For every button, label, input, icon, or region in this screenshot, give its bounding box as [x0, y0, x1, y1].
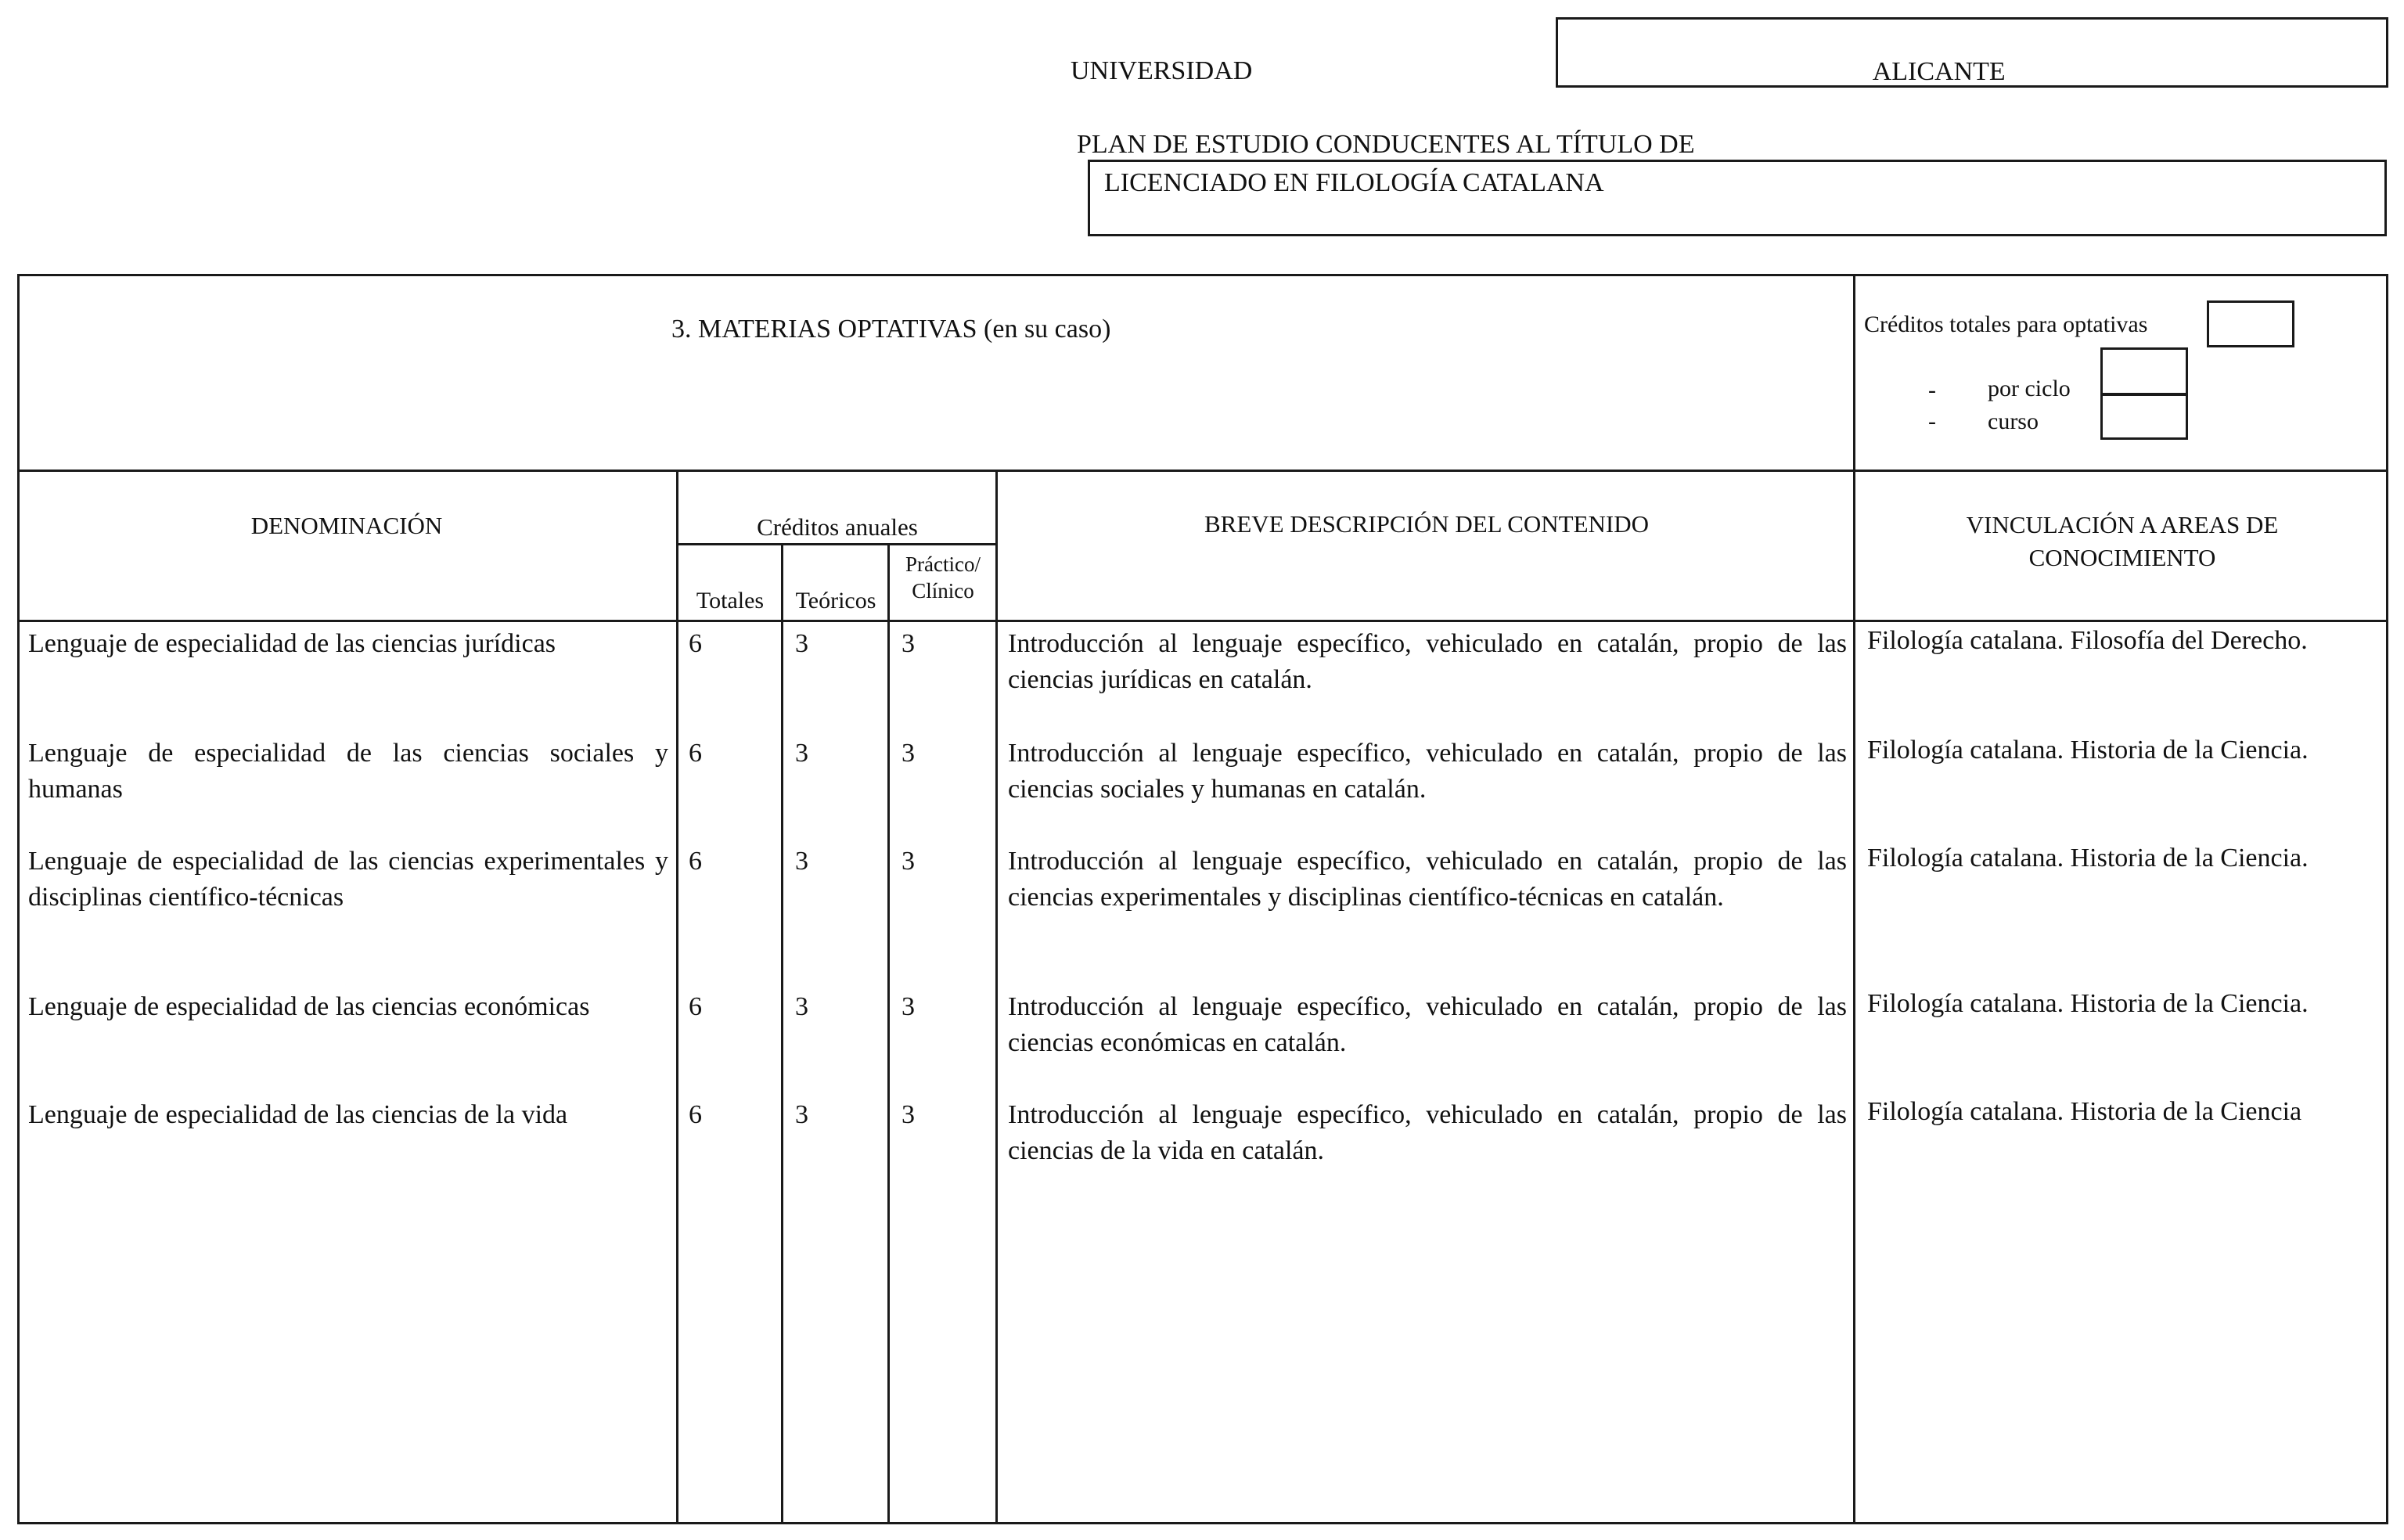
- column-header-divider: [17, 620, 2388, 622]
- row-2-denominacion: Lenguaje de especialidad de las ciencias sociales y humanas: [28, 739, 668, 804]
- section-header-divider: [17, 470, 2388, 472]
- column-header-descripcion: BREVE DESCRIPCIÓN DEL CONTENIDO: [1204, 510, 1650, 538]
- row-4-teoricos: 3: [795, 992, 808, 1021]
- curso-label: curso: [1988, 408, 2039, 434]
- row-5-practico: 3: [902, 1100, 915, 1129]
- universidad-value: ALICANTE: [1872, 57, 2006, 86]
- practico-line-2: Clínico: [912, 579, 974, 603]
- curso-dash: -: [1928, 408, 1936, 434]
- row-3-descripcion: Introducción al lenguaje específico, vehiculado en catalán, propio de las ciencias experimentales y disciplinas científico-técnicas en catalán.: [1008, 847, 1847, 912]
- row-4-descripcion: Introducción al lenguaje específico, vehiculado en catalán, propio de las ciencias económicas en catalán.: [1008, 992, 1847, 1057]
- row-5-teoricos: 3: [795, 1100, 808, 1129]
- row-5-descripcion: Introducción al lenguaje específico, vehiculado en catalán, propio de las ciencias de la vida en catalán.: [1008, 1100, 1847, 1165]
- row-5-denominacion: Lenguaje de especialidad de las ciencias de la vida: [28, 1100, 568, 1129]
- universidad-box: [1556, 17, 2388, 88]
- row-3-teoricos: 3: [795, 847, 808, 876]
- column-header-practico: [889, 551, 997, 604]
- row-2-descripcion: Introducción al lenguaje específico, vehiculado en catalán, propio de las ciencias sociales y humanas en catalán.: [1008, 739, 1847, 804]
- practico-line-1: Práctico/: [905, 552, 981, 576]
- row-5-totales: 6: [689, 1100, 702, 1129]
- column-header-teoricos: Teóricos: [795, 588, 876, 613]
- row-4-vinculacion: Filología catalana. Historia de la Ciencia.: [1867, 989, 2309, 1018]
- row-2-vinculacion: Filología catalana. Historia de la Ciencia.: [1867, 736, 2309, 765]
- row-1-practico: 3: [902, 629, 915, 658]
- row-3-totales: 6: [689, 847, 702, 876]
- column-header-denominacion: DENOMINACIÓN: [250, 512, 443, 539]
- row-4-denominacion: Lenguaje de especialidad de las ciencias económicas: [28, 992, 590, 1021]
- row-1-vinculacion: Filología catalana. Filosofía del Derecho.: [1867, 626, 2308, 655]
- col-divider-descripcion: [995, 470, 998, 1524]
- row-2-totales: 6: [689, 739, 702, 768]
- creditos-totales-label: Créditos totales para optativas: [1864, 311, 2148, 337]
- column-header-totales: Totales: [696, 588, 765, 613]
- por-ciclo-dash: -: [1928, 377, 1936, 403]
- row-4-totales: 6: [689, 992, 702, 1021]
- column-header-creditos-anuales: Créditos anuales: [757, 513, 918, 541]
- por-ciclo-box: [2100, 347, 2188, 396]
- plan-label: PLAN DE ESTUDIO CONDUCENTES AL TÍTULO DE: [1077, 130, 1695, 159]
- row-5-vinculacion: Filología catalana. Historia de la Ciencia: [1867, 1097, 2302, 1126]
- row-1-descripcion: Introducción al lenguaje específico, vehiculado en catalán, propio de las ciencias jurídicas en catalán.: [1008, 629, 1847, 694]
- creditos-subheader-divider: [678, 543, 997, 545]
- col-divider-practico: [887, 543, 890, 1524]
- row-3-denominacion: Lenguaje de especialidad de las ciencias experimentales y disciplinas científico-técnicas: [28, 847, 668, 912]
- col-divider-totales: [676, 470, 678, 1524]
- col-divider-teoricos: [781, 543, 783, 1524]
- titulo-value: LICENCIADO EN FILOLOGÍA CATALANA: [1104, 168, 1604, 197]
- por-ciclo-label: por ciclo: [1988, 376, 2071, 401]
- universidad-label: UNIVERSIDAD: [1071, 56, 1253, 85]
- curso-box: [2100, 393, 2188, 440]
- section-title: 3. MATERIAS OPTATIVAS (en su caso): [671, 315, 1111, 344]
- vinculacion-line-1: VINCULACIÓN A AREAS DE: [1966, 511, 2279, 538]
- row-3-practico: 3: [902, 847, 915, 876]
- col-divider-vinculacion: [1853, 274, 1855, 1524]
- row-1-teoricos: 3: [795, 629, 808, 658]
- row-1-totales: 6: [689, 629, 702, 658]
- titulo-box: [1088, 160, 2387, 236]
- row-4-practico: 3: [902, 992, 915, 1021]
- creditos-totales-box: [2207, 300, 2294, 347]
- vinculacion-line-2: CONOCIMIENTO: [2028, 544, 2216, 571]
- row-3-vinculacion: Filología catalana. Historia de la Ciencia.: [1867, 844, 2309, 873]
- column-header-vinculacion: [1856, 509, 2388, 574]
- row-2-teoricos: 3: [795, 739, 808, 768]
- row-1-denominacion: Lenguaje de especialidad de las ciencias jurídicas: [28, 629, 556, 658]
- row-2-practico: 3: [902, 739, 915, 768]
